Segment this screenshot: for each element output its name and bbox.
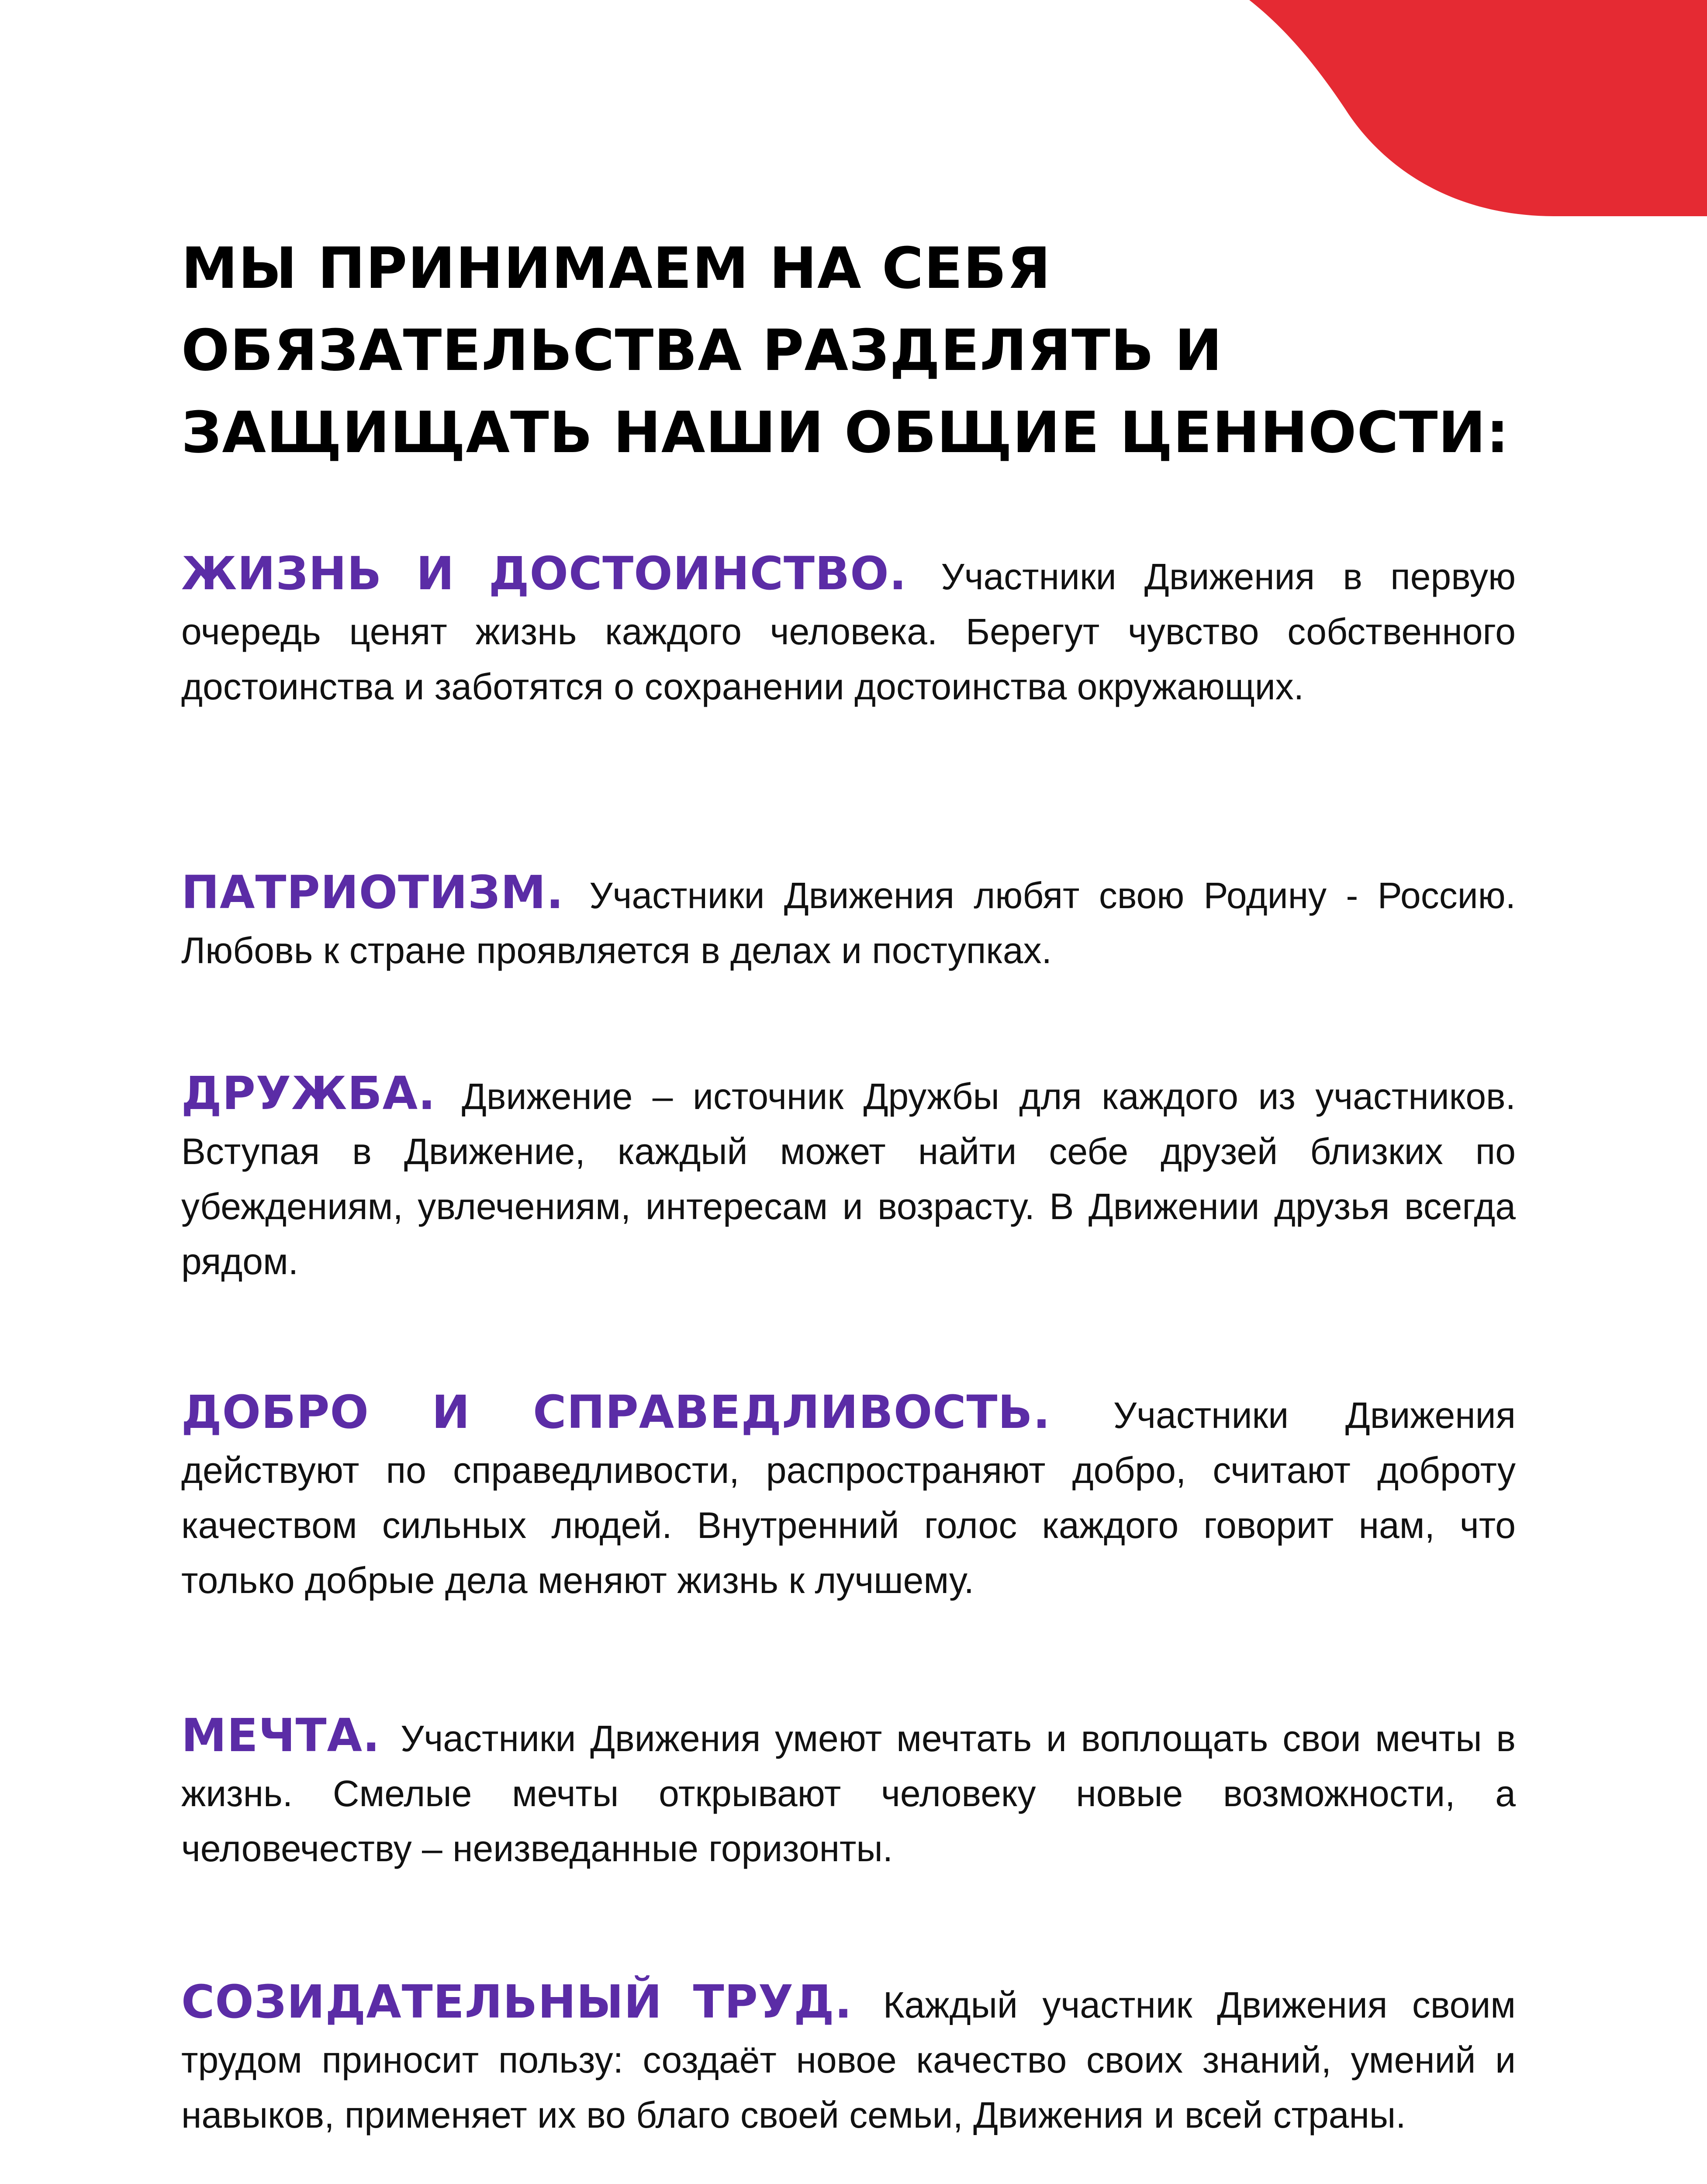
value-paragraph-kindness-justice <box>181 1385 1516 1608</box>
value-paragraph-life <box>181 546 1516 714</box>
value-heading: ПАТРИОТИЗМ. <box>181 866 590 919</box>
value-heading: ДРУЖБА. <box>181 1067 462 1120</box>
value-paragraph-patriotism <box>181 865 1516 978</box>
value-paragraph-friendship <box>181 1066 1516 1289</box>
value-heading: ЖИЗНЬ И ДОСТОИНСТВО. <box>181 547 941 600</box>
value-heading: СОЗИДАТЕЛЬНЫЙ ТРУД. <box>181 1975 883 2028</box>
value-text: Движение – источник Дружбы для каждого из участников. Вступая в Движение, каждый может найти себе друзей близких по убеждениям, увлечениям, интересам и возрасту. В Движении друзья всегда рядом. <box>181 1076 1516 1282</box>
red-corner-shape <box>1249 0 1707 216</box>
value-text: Участники Движения в первую очередь ценят жизнь каждого человека. Берегут чувство собственного достоинства и заботятся о сохранении достоинства окружающих. <box>181 556 1516 707</box>
value-text: Участники Движения умеют мечтать и воплощать свои мечты в жизнь. Смелые мечты открывают человеку новые возможности, а человечеству – неизведанные горизонты. <box>181 1718 1516 1869</box>
value-text: Каждый участник Движения своим трудом приносит пользу: создаёт новое качество своих знаний, умений и навыков, применяет их во благо своей семьи, Движения и всей страны. <box>181 1984 1516 2136</box>
page-title: МЫ ПРИНИМАЕМ НА СЕБЯ ОБЯЗАТЕЛЬСТВА РАЗДЕЛЯТЬ И ЗАЩИЩАТЬ НАШИ ОБЩИЕ ЦЕННОСТИ: <box>181 235 1510 466</box>
value-paragraph-creative-work <box>181 1974 1516 2143</box>
value-text: Участники Движения любят свою Родину - Россию. Любовь к стране проявляется в делах и поступках. <box>181 875 1516 971</box>
value-heading: ДОБРО И СПРАВЕДЛИВОСТЬ. <box>181 1386 1113 1439</box>
value-paragraph-dream <box>181 1708 1516 1876</box>
value-text: Участники Движения действуют по справедливости, распространяют добро, считают доброту качеством сильных людей. Внутренний голос каждого говорит нам, что только добрые дела меняют жизнь к лучшему. <box>181 1395 1516 1601</box>
value-heading: МЕЧТА. <box>181 1709 401 1762</box>
